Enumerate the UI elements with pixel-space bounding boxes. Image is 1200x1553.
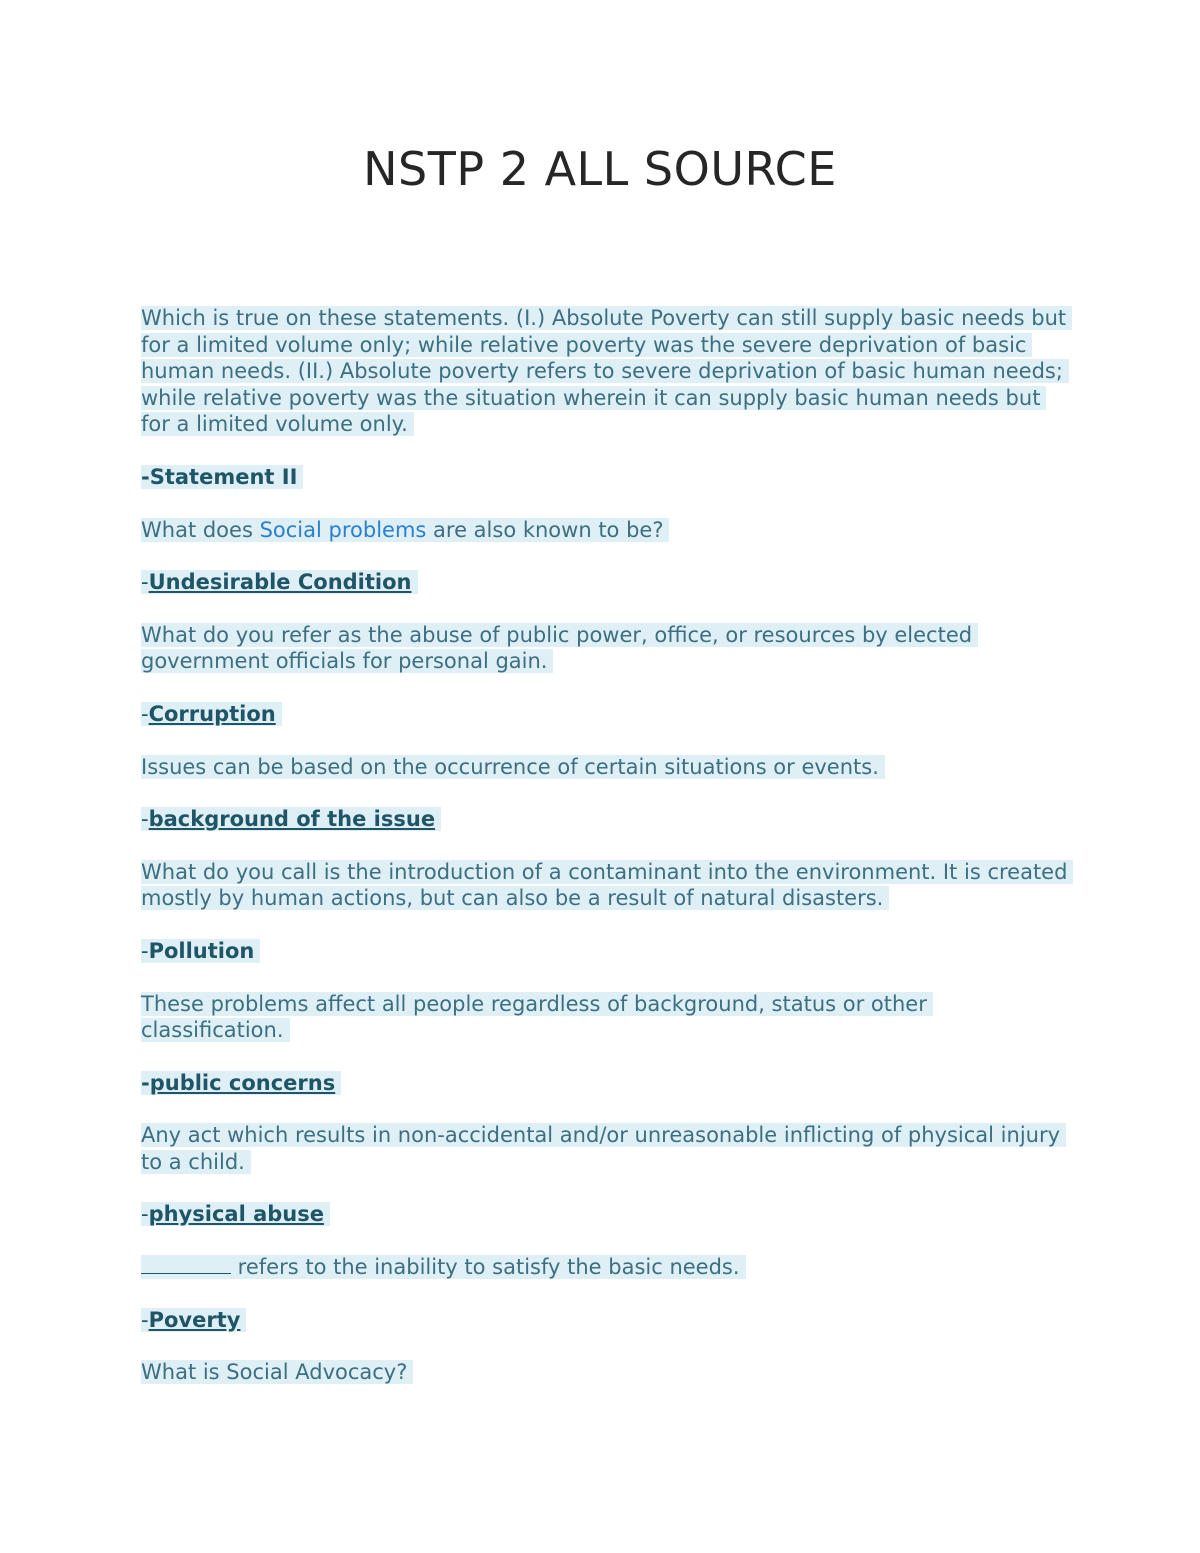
question-4-text: Issues can be based on the occurrence of certain situations or events. — [141, 755, 885, 779]
answer-1: -Statement II — [141, 464, 1071, 491]
answer-8-text: Poverty — [148, 1307, 241, 1332]
answer-8: -Poverty — [141, 1307, 1071, 1334]
question-9-text: What is Social Advocacy? — [141, 1360, 413, 1384]
question-3 — [141, 622, 1071, 675]
answer-1-text: Statement II — [149, 464, 298, 489]
answer-6: -public concerns — [141, 1070, 1071, 1097]
question-2: What does Social problems are also known to be? — [141, 517, 1071, 544]
answer-4: -background of the issue — [141, 806, 1071, 833]
question-5 — [141, 859, 1071, 912]
question-6 — [141, 991, 1071, 1044]
question-7-text: Any act which results in non-accidental and/or unreasonable inflicting of physical injury to a child. — [141, 1123, 1066, 1174]
document-body — [141, 305, 1071, 1412]
answer-6-text: public concerns — [149, 1070, 336, 1095]
question-5-text: What do you call is the introduction of a contaminant into the environment. It is created mostly by human actions, but can also be a result of natural disasters. — [141, 860, 1073, 911]
answer-2: -Undesirable Condition — [141, 569, 1071, 596]
question-8 — [141, 1254, 1071, 1281]
question-8-text: refers to the inability to satisfy the basic needs. — [231, 1255, 740, 1280]
answer-2-text: Undesirable Condition — [148, 570, 412, 595]
question-4 — [141, 754, 1071, 781]
social-problems-link[interactable]: Social problems — [259, 517, 427, 542]
answer-5: -Pollution — [141, 938, 1071, 965]
document-title: NSTP 2 ALL SOURCE — [363, 142, 837, 196]
answer-3-text: Corruption — [148, 701, 276, 726]
question-6-text: These problems affect all people regardless of background, status or other classification. — [141, 992, 933, 1043]
question-1 — [141, 305, 1071, 438]
question-9 — [141, 1359, 1071, 1386]
answer-3: -Corruption — [141, 701, 1071, 728]
fill-in-blank — [141, 1255, 231, 1274]
question-1-text: Which is true on these statements. (I.) Absolute Poverty can still supply basic needs but for a limited volume only; while relative poverty was the severe deprivation of basic human needs. (II.) Absolute poverty refers to severe deprivation of basic human needs; while relative poverty was the situation wherein it can supply basic human needs but for a limited volume only. — [141, 306, 1072, 436]
question-7 — [141, 1122, 1071, 1175]
answer-5-text: Pollution — [148, 938, 255, 963]
answer-7-text: physical abuse — [148, 1202, 324, 1227]
answer-7: -physical abuse — [141, 1201, 1071, 1228]
question-3-text: What do you refer as the abuse of public power, office, or resources by elected government officials for personal gain. — [141, 623, 978, 674]
answer-4-text: background of the issue — [148, 807, 436, 832]
